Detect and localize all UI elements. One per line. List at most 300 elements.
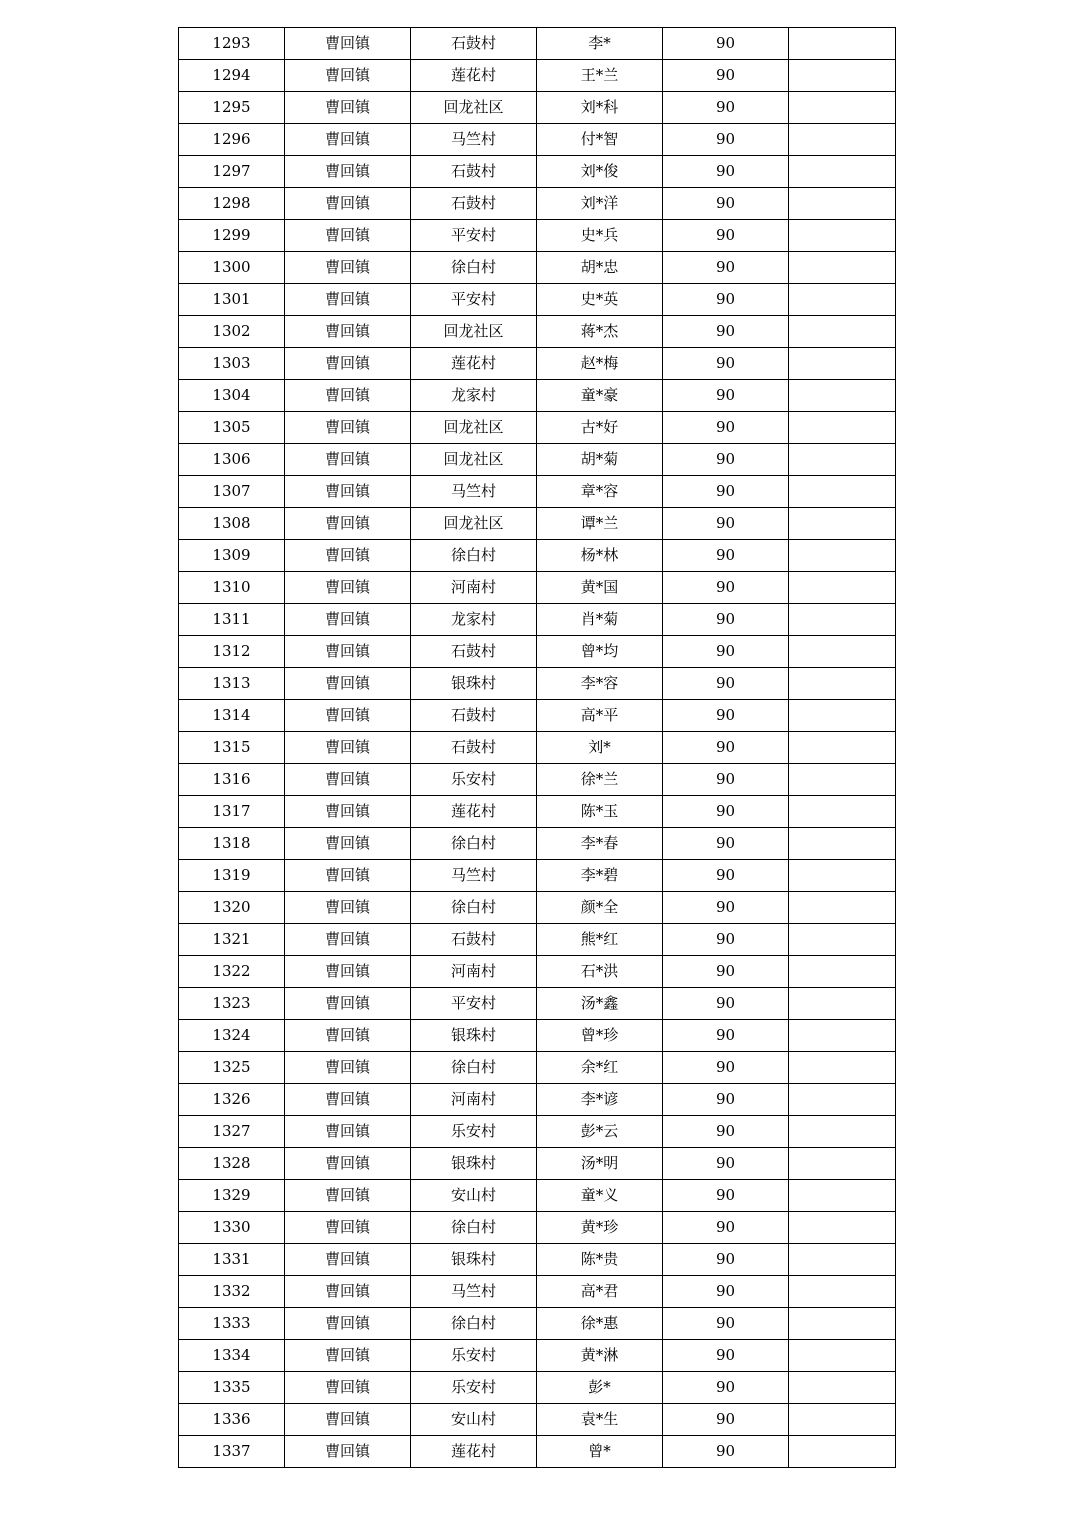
note-cell xyxy=(789,1372,896,1404)
serial-number-cell: 1293 xyxy=(179,28,285,60)
serial-number-cell: 1330 xyxy=(179,1212,285,1244)
serial-number-cell: 1300 xyxy=(179,252,285,284)
table-row xyxy=(179,988,896,1020)
town-cell: 曹回镇 xyxy=(285,1404,411,1436)
name-cell: 蒋*杰 xyxy=(537,316,663,348)
note-cell xyxy=(789,284,896,316)
note-cell xyxy=(789,924,896,956)
note-cell xyxy=(789,1276,896,1308)
serial-number-cell: 1294 xyxy=(179,60,285,92)
table-row xyxy=(179,1020,896,1052)
amount-cell: 90 xyxy=(663,828,789,860)
town-cell: 曹回镇 xyxy=(285,508,411,540)
town-cell: 曹回镇 xyxy=(285,1180,411,1212)
note-cell xyxy=(789,1436,896,1468)
village-cell: 徐白村 xyxy=(411,1052,537,1084)
town-cell: 曹回镇 xyxy=(285,572,411,604)
town-cell: 曹回镇 xyxy=(285,156,411,188)
amount-cell: 90 xyxy=(663,540,789,572)
town-cell: 曹回镇 xyxy=(285,540,411,572)
village-cell: 莲花村 xyxy=(411,348,537,380)
table-row xyxy=(179,668,896,700)
serial-number-cell: 1326 xyxy=(179,1084,285,1116)
name-cell: 李*碧 xyxy=(537,860,663,892)
note-cell xyxy=(789,1244,896,1276)
serial-number-cell: 1313 xyxy=(179,668,285,700)
village-cell: 龙家村 xyxy=(411,604,537,636)
serial-number-cell: 1298 xyxy=(179,188,285,220)
table-row xyxy=(179,604,896,636)
village-cell: 莲花村 xyxy=(411,796,537,828)
village-cell: 平安村 xyxy=(411,284,537,316)
note-cell xyxy=(789,60,896,92)
name-cell: 付*智 xyxy=(537,124,663,156)
table-row xyxy=(179,732,896,764)
village-cell: 石鼓村 xyxy=(411,700,537,732)
note-cell xyxy=(789,1180,896,1212)
amount-cell: 90 xyxy=(663,92,789,124)
note-cell xyxy=(789,1308,896,1340)
table-row xyxy=(179,1084,896,1116)
village-cell: 石鼓村 xyxy=(411,188,537,220)
village-cell: 回龙社区 xyxy=(411,92,537,124)
serial-number-cell: 1324 xyxy=(179,1020,285,1052)
village-cell: 龙家村 xyxy=(411,380,537,412)
name-cell: 黄*淋 xyxy=(537,1340,663,1372)
name-cell: 曾*珍 xyxy=(537,1020,663,1052)
serial-number-cell: 1319 xyxy=(179,860,285,892)
note-cell xyxy=(789,1148,896,1180)
note-cell xyxy=(789,92,896,124)
village-cell: 回龙社区 xyxy=(411,316,537,348)
table-row xyxy=(179,572,896,604)
note-cell xyxy=(789,732,896,764)
village-cell: 莲花村 xyxy=(411,60,537,92)
town-cell: 曹回镇 xyxy=(285,1244,411,1276)
roster-table xyxy=(178,27,896,1468)
amount-cell: 90 xyxy=(663,60,789,92)
town-cell: 曹回镇 xyxy=(285,700,411,732)
table-row xyxy=(179,1148,896,1180)
amount-cell: 90 xyxy=(663,508,789,540)
town-cell: 曹回镇 xyxy=(285,412,411,444)
name-cell: 史*英 xyxy=(537,284,663,316)
town-cell: 曹回镇 xyxy=(285,188,411,220)
name-cell: 高*君 xyxy=(537,1276,663,1308)
town-cell: 曹回镇 xyxy=(285,828,411,860)
note-cell xyxy=(789,1404,896,1436)
table-row xyxy=(179,60,896,92)
town-cell: 曹回镇 xyxy=(285,1116,411,1148)
village-cell: 回龙社区 xyxy=(411,508,537,540)
note-cell xyxy=(789,412,896,444)
name-cell: 刘*俊 xyxy=(537,156,663,188)
serial-number-cell: 1307 xyxy=(179,476,285,508)
serial-number-cell: 1304 xyxy=(179,380,285,412)
town-cell: 曹回镇 xyxy=(285,956,411,988)
town-cell: 曹回镇 xyxy=(285,796,411,828)
town-cell: 曹回镇 xyxy=(285,380,411,412)
serial-number-cell: 1321 xyxy=(179,924,285,956)
name-cell: 黄*珍 xyxy=(537,1212,663,1244)
village-cell: 回龙社区 xyxy=(411,412,537,444)
town-cell: 曹回镇 xyxy=(285,1276,411,1308)
village-cell: 银珠村 xyxy=(411,668,537,700)
note-cell xyxy=(789,668,896,700)
village-cell: 马竺村 xyxy=(411,1276,537,1308)
village-cell: 石鼓村 xyxy=(411,636,537,668)
serial-number-cell: 1305 xyxy=(179,412,285,444)
name-cell: 古*好 xyxy=(537,412,663,444)
amount-cell: 90 xyxy=(663,444,789,476)
serial-number-cell: 1333 xyxy=(179,1308,285,1340)
village-cell: 徐白村 xyxy=(411,252,537,284)
name-cell: 汤*明 xyxy=(537,1148,663,1180)
name-cell: 胡*忠 xyxy=(537,252,663,284)
name-cell: 刘*洋 xyxy=(537,188,663,220)
town-cell: 曹回镇 xyxy=(285,92,411,124)
table-row xyxy=(179,156,896,188)
serial-number-cell: 1316 xyxy=(179,764,285,796)
name-cell: 高*平 xyxy=(537,700,663,732)
town-cell: 曹回镇 xyxy=(285,252,411,284)
serial-number-cell: 1296 xyxy=(179,124,285,156)
name-cell: 胡*菊 xyxy=(537,444,663,476)
amount-cell: 90 xyxy=(663,1020,789,1052)
amount-cell: 90 xyxy=(663,1436,789,1468)
table-row xyxy=(179,220,896,252)
village-cell: 莲花村 xyxy=(411,1436,537,1468)
name-cell: 李*谚 xyxy=(537,1084,663,1116)
amount-cell: 90 xyxy=(663,1180,789,1212)
village-cell: 徐白村 xyxy=(411,1308,537,1340)
note-cell xyxy=(789,188,896,220)
town-cell: 曹回镇 xyxy=(285,284,411,316)
note-cell xyxy=(789,28,896,60)
table-row xyxy=(179,1436,896,1468)
note-cell xyxy=(789,540,896,572)
serial-number-cell: 1295 xyxy=(179,92,285,124)
amount-cell: 90 xyxy=(663,28,789,60)
table-row xyxy=(179,188,896,220)
note-cell xyxy=(789,252,896,284)
amount-cell: 90 xyxy=(663,252,789,284)
amount-cell: 90 xyxy=(663,956,789,988)
name-cell: 熊*红 xyxy=(537,924,663,956)
town-cell: 曹回镇 xyxy=(285,28,411,60)
name-cell: 袁*生 xyxy=(537,1404,663,1436)
serial-number-cell: 1309 xyxy=(179,540,285,572)
serial-number-cell: 1327 xyxy=(179,1116,285,1148)
town-cell: 曹回镇 xyxy=(285,604,411,636)
amount-cell: 90 xyxy=(663,604,789,636)
name-cell: 陈*玉 xyxy=(537,796,663,828)
note-cell xyxy=(789,988,896,1020)
town-cell: 曹回镇 xyxy=(285,1052,411,1084)
table-row xyxy=(179,316,896,348)
town-cell: 曹回镇 xyxy=(285,988,411,1020)
village-cell: 银珠村 xyxy=(411,1148,537,1180)
town-cell: 曹回镇 xyxy=(285,348,411,380)
table-row xyxy=(179,1276,896,1308)
serial-number-cell: 1325 xyxy=(179,1052,285,1084)
village-cell: 乐安村 xyxy=(411,1116,537,1148)
village-cell: 徐白村 xyxy=(411,892,537,924)
table-row xyxy=(179,956,896,988)
note-cell xyxy=(789,1020,896,1052)
amount-cell: 90 xyxy=(663,412,789,444)
name-cell: 曾* xyxy=(537,1436,663,1468)
village-cell: 平安村 xyxy=(411,988,537,1020)
town-cell: 曹回镇 xyxy=(285,668,411,700)
village-cell: 银珠村 xyxy=(411,1244,537,1276)
table-row xyxy=(179,28,896,60)
note-cell xyxy=(789,860,896,892)
village-cell: 石鼓村 xyxy=(411,924,537,956)
serial-number-cell: 1337 xyxy=(179,1436,285,1468)
town-cell: 曹回镇 xyxy=(285,124,411,156)
serial-number-cell: 1310 xyxy=(179,572,285,604)
table-row xyxy=(179,1244,896,1276)
village-cell: 乐安村 xyxy=(411,1372,537,1404)
serial-number-cell: 1302 xyxy=(179,316,285,348)
name-cell: 谭*兰 xyxy=(537,508,663,540)
note-cell xyxy=(789,1116,896,1148)
table-row xyxy=(179,860,896,892)
note-cell xyxy=(789,1340,896,1372)
table-row xyxy=(179,476,896,508)
name-cell: 章*容 xyxy=(537,476,663,508)
name-cell: 刘* xyxy=(537,732,663,764)
town-cell: 曹回镇 xyxy=(285,892,411,924)
name-cell: 李* xyxy=(537,28,663,60)
name-cell: 肖*菊 xyxy=(537,604,663,636)
note-cell xyxy=(789,572,896,604)
note-cell xyxy=(789,764,896,796)
serial-number-cell: 1297 xyxy=(179,156,285,188)
serial-number-cell: 1314 xyxy=(179,700,285,732)
town-cell: 曹回镇 xyxy=(285,1308,411,1340)
village-cell: 马竺村 xyxy=(411,860,537,892)
name-cell: 颜*全 xyxy=(537,892,663,924)
amount-cell: 90 xyxy=(663,1244,789,1276)
serial-number-cell: 1303 xyxy=(179,348,285,380)
amount-cell: 90 xyxy=(663,636,789,668)
table-row xyxy=(179,1340,896,1372)
name-cell: 李*容 xyxy=(537,668,663,700)
amount-cell: 90 xyxy=(663,668,789,700)
town-cell: 曹回镇 xyxy=(285,1212,411,1244)
name-cell: 余*红 xyxy=(537,1052,663,1084)
amount-cell: 90 xyxy=(663,348,789,380)
serial-number-cell: 1311 xyxy=(179,604,285,636)
name-cell: 曾*均 xyxy=(537,636,663,668)
table-row xyxy=(179,540,896,572)
note-cell xyxy=(789,636,896,668)
amount-cell: 90 xyxy=(663,796,789,828)
village-cell: 徐白村 xyxy=(411,540,537,572)
amount-cell: 90 xyxy=(663,284,789,316)
note-cell xyxy=(789,348,896,380)
serial-number-cell: 1315 xyxy=(179,732,285,764)
serial-number-cell: 1318 xyxy=(179,828,285,860)
village-cell: 徐白村 xyxy=(411,828,537,860)
note-cell xyxy=(789,604,896,636)
table-row xyxy=(179,1212,896,1244)
name-cell: 黄*国 xyxy=(537,572,663,604)
note-cell xyxy=(789,444,896,476)
table-row xyxy=(179,1116,896,1148)
table-row xyxy=(179,92,896,124)
village-cell: 乐安村 xyxy=(411,1340,537,1372)
note-cell xyxy=(789,124,896,156)
village-cell: 石鼓村 xyxy=(411,732,537,764)
serial-number-cell: 1334 xyxy=(179,1340,285,1372)
note-cell xyxy=(789,956,896,988)
name-cell: 赵*梅 xyxy=(537,348,663,380)
village-cell: 安山村 xyxy=(411,1404,537,1436)
town-cell: 曹回镇 xyxy=(285,1148,411,1180)
note-cell xyxy=(789,380,896,412)
amount-cell: 90 xyxy=(663,188,789,220)
note-cell xyxy=(789,220,896,252)
serial-number-cell: 1335 xyxy=(179,1372,285,1404)
town-cell: 曹回镇 xyxy=(285,316,411,348)
town-cell: 曹回镇 xyxy=(285,1084,411,1116)
table-row xyxy=(179,1180,896,1212)
serial-number-cell: 1320 xyxy=(179,892,285,924)
note-cell xyxy=(789,508,896,540)
village-cell: 平安村 xyxy=(411,220,537,252)
village-cell: 乐安村 xyxy=(411,764,537,796)
town-cell: 曹回镇 xyxy=(285,60,411,92)
amount-cell: 90 xyxy=(663,124,789,156)
name-cell: 陈*贵 xyxy=(537,1244,663,1276)
amount-cell: 90 xyxy=(663,316,789,348)
note-cell xyxy=(789,156,896,188)
village-cell: 石鼓村 xyxy=(411,156,537,188)
town-cell: 曹回镇 xyxy=(285,476,411,508)
village-cell: 河南村 xyxy=(411,572,537,604)
name-cell: 童*义 xyxy=(537,1180,663,1212)
serial-number-cell: 1322 xyxy=(179,956,285,988)
table-row xyxy=(179,1308,896,1340)
amount-cell: 90 xyxy=(663,892,789,924)
serial-number-cell: 1301 xyxy=(179,284,285,316)
note-cell xyxy=(789,1212,896,1244)
table-row xyxy=(179,444,896,476)
serial-number-cell: 1323 xyxy=(179,988,285,1020)
name-cell: 石*洪 xyxy=(537,956,663,988)
town-cell: 曹回镇 xyxy=(285,924,411,956)
name-cell: 彭*云 xyxy=(537,1116,663,1148)
name-cell: 李*春 xyxy=(537,828,663,860)
name-cell: 刘*科 xyxy=(537,92,663,124)
village-cell: 河南村 xyxy=(411,956,537,988)
table-row xyxy=(179,380,896,412)
amount-cell: 90 xyxy=(663,700,789,732)
table-row xyxy=(179,284,896,316)
name-cell: 杨*林 xyxy=(537,540,663,572)
town-cell: 曹回镇 xyxy=(285,220,411,252)
amount-cell: 90 xyxy=(663,860,789,892)
village-cell: 石鼓村 xyxy=(411,28,537,60)
name-cell: 彭* xyxy=(537,1372,663,1404)
amount-cell: 90 xyxy=(663,732,789,764)
table-row xyxy=(179,924,896,956)
amount-cell: 90 xyxy=(663,1308,789,1340)
amount-cell: 90 xyxy=(663,1404,789,1436)
amount-cell: 90 xyxy=(663,764,789,796)
village-cell: 徐白村 xyxy=(411,1212,537,1244)
note-cell xyxy=(789,892,896,924)
table-row xyxy=(179,764,896,796)
serial-number-cell: 1308 xyxy=(179,508,285,540)
table-row xyxy=(179,796,896,828)
town-cell: 曹回镇 xyxy=(285,732,411,764)
name-cell: 童*豪 xyxy=(537,380,663,412)
table-row xyxy=(179,412,896,444)
note-cell xyxy=(789,796,896,828)
table-row xyxy=(179,892,896,924)
village-cell: 马竺村 xyxy=(411,476,537,508)
amount-cell: 90 xyxy=(663,220,789,252)
note-cell xyxy=(789,476,896,508)
serial-number-cell: 1331 xyxy=(179,1244,285,1276)
name-cell: 王*兰 xyxy=(537,60,663,92)
amount-cell: 90 xyxy=(663,1084,789,1116)
amount-cell: 90 xyxy=(663,1372,789,1404)
name-cell: 徐*惠 xyxy=(537,1308,663,1340)
table-row xyxy=(179,1052,896,1084)
village-cell: 安山村 xyxy=(411,1180,537,1212)
town-cell: 曹回镇 xyxy=(285,764,411,796)
serial-number-cell: 1329 xyxy=(179,1180,285,1212)
table-row xyxy=(179,828,896,860)
name-cell: 史*兵 xyxy=(537,220,663,252)
town-cell: 曹回镇 xyxy=(285,1436,411,1468)
serial-number-cell: 1317 xyxy=(179,796,285,828)
amount-cell: 90 xyxy=(663,988,789,1020)
name-cell: 徐*兰 xyxy=(537,764,663,796)
amount-cell: 90 xyxy=(663,156,789,188)
amount-cell: 90 xyxy=(663,1276,789,1308)
town-cell: 曹回镇 xyxy=(285,636,411,668)
table-row xyxy=(179,252,896,284)
serial-number-cell: 1332 xyxy=(179,1276,285,1308)
serial-number-cell: 1299 xyxy=(179,220,285,252)
amount-cell: 90 xyxy=(663,476,789,508)
serial-number-cell: 1328 xyxy=(179,1148,285,1180)
amount-cell: 90 xyxy=(663,1148,789,1180)
amount-cell: 90 xyxy=(663,380,789,412)
amount-cell: 90 xyxy=(663,1212,789,1244)
table-row xyxy=(179,124,896,156)
serial-number-cell: 1336 xyxy=(179,1404,285,1436)
town-cell: 曹回镇 xyxy=(285,444,411,476)
town-cell: 曹回镇 xyxy=(285,1340,411,1372)
village-cell: 银珠村 xyxy=(411,1020,537,1052)
village-cell: 回龙社区 xyxy=(411,444,537,476)
table-row xyxy=(179,1404,896,1436)
table-row xyxy=(179,348,896,380)
table-row xyxy=(179,700,896,732)
table-row xyxy=(179,508,896,540)
note-cell xyxy=(789,1084,896,1116)
town-cell: 曹回镇 xyxy=(285,860,411,892)
note-cell xyxy=(789,316,896,348)
amount-cell: 90 xyxy=(663,572,789,604)
